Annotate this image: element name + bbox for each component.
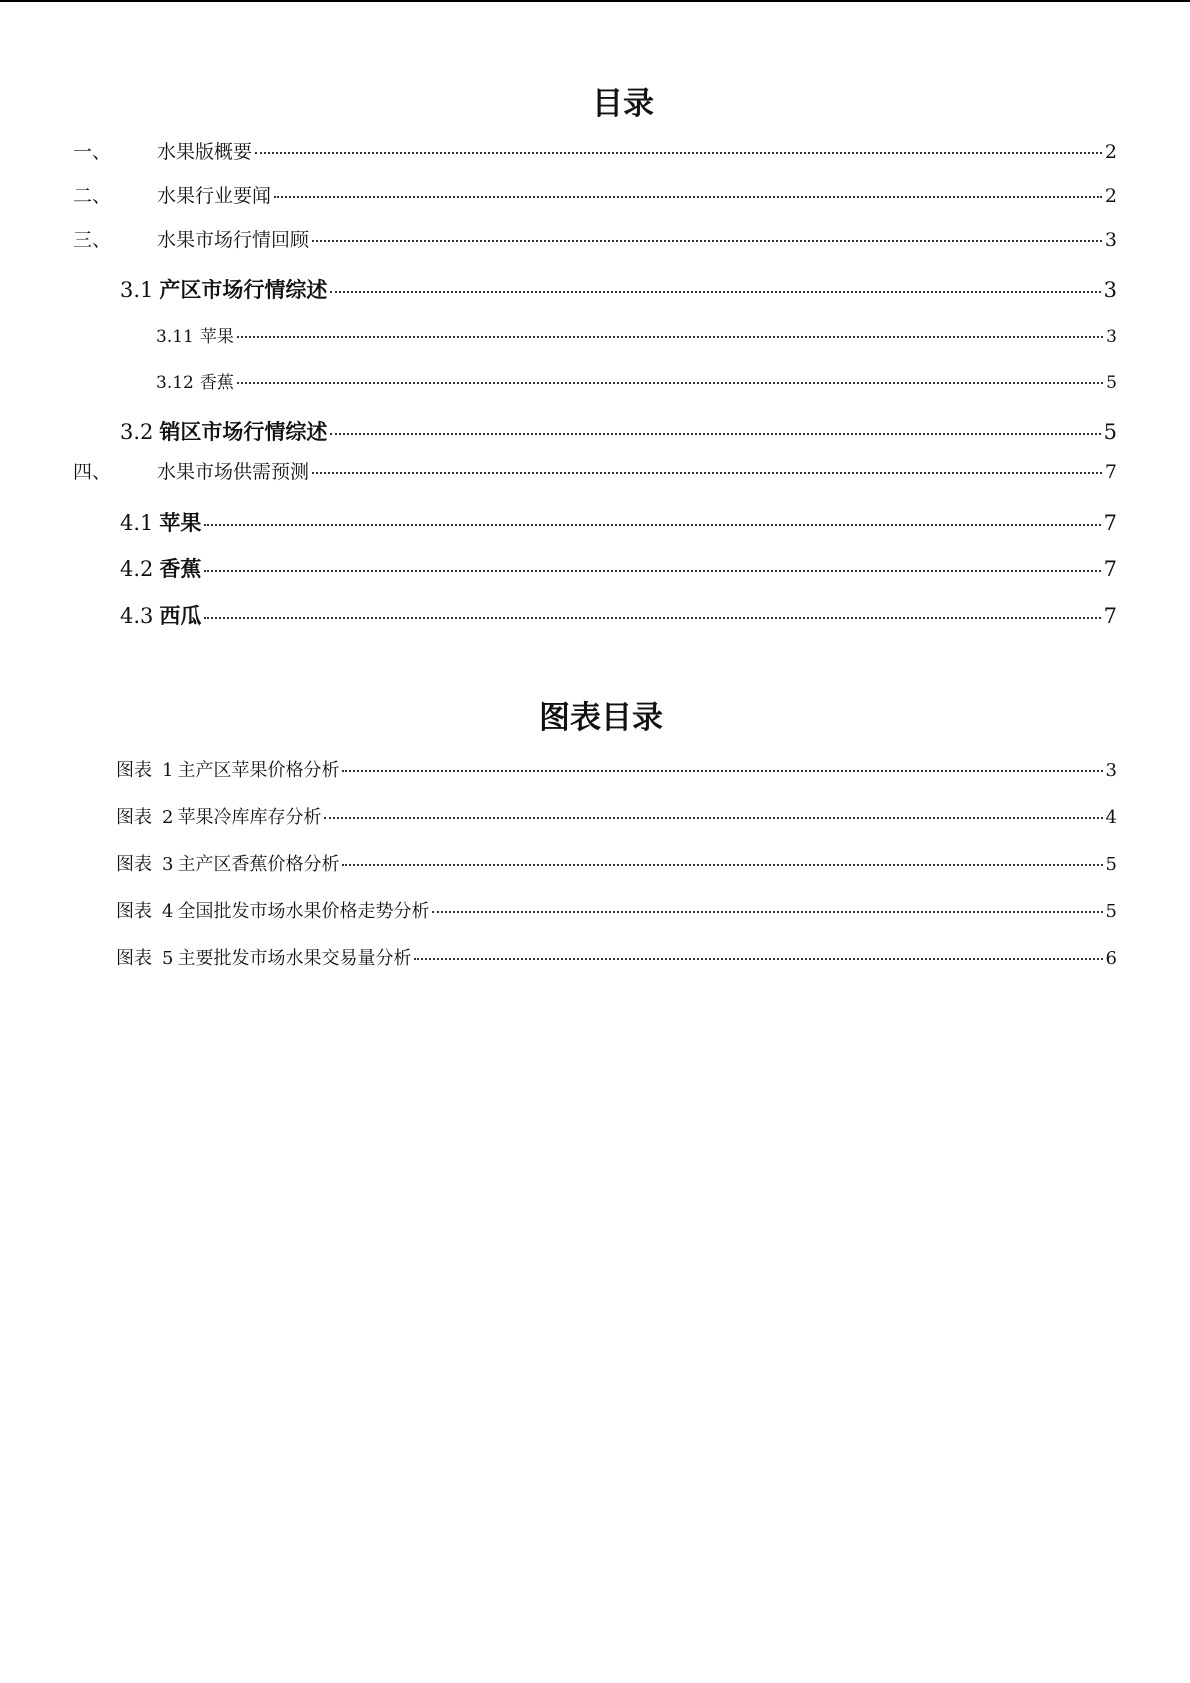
toc-entry[interactable] (120, 509, 1117, 537)
dot-leader (274, 196, 1102, 198)
toc-entry-label: 香蕉 (199, 373, 234, 393)
toc-entry-label: 水果版概要 (157, 141, 253, 163)
figure-entry-prefix: 图表 (116, 901, 152, 922)
figure-entry-label: 苹果冷库库存分析 (177, 807, 322, 828)
figure-entry-prefix: 图表 (116, 807, 152, 828)
toc-entry-label: 苹果 (199, 327, 234, 347)
toc-entry[interactable] (73, 459, 1117, 485)
toc-entry-number: 二、 (73, 185, 112, 207)
toc-entry-label: 苹果 (159, 511, 202, 535)
toc-entry-number: 3.12 (156, 373, 194, 393)
toc-entry-label: 销区市场行情综述 (159, 420, 328, 444)
toc-entry-number: 一、 (73, 141, 112, 163)
dot-leader (330, 433, 1100, 435)
figure-entry-page: 5 (1105, 854, 1117, 875)
toc-entry-page: 7 (1103, 511, 1117, 535)
toc-entry-number: 三、 (73, 229, 112, 251)
toc-entry[interactable] (73, 139, 1117, 165)
toc-entry[interactable] (120, 555, 1117, 583)
figure-entry-number: 4 (162, 901, 174, 922)
figure-entry[interactable] (116, 805, 1117, 830)
figure-entry[interactable] (116, 899, 1117, 924)
figure-entry-label: 主产区香蕉价格分析 (177, 854, 340, 875)
figure-entry-prefix: 图表 (116, 854, 152, 875)
toc-entry-page: 3 (1103, 278, 1117, 302)
toc-entry-page: 7 (1103, 604, 1117, 628)
toc-entry-page: 2 (1104, 185, 1117, 207)
toc-entry-page: 3 (1104, 229, 1117, 251)
toc-entry-label: 香蕉 (159, 557, 202, 581)
figure-entry-label: 主产区苹果价格分析 (177, 760, 340, 781)
figure-entry-number: 2 (162, 807, 174, 828)
figure-entry-number: 5 (162, 948, 174, 969)
toc-entry-number: 四、 (73, 461, 112, 483)
dot-leader (255, 152, 1102, 154)
figure-entry-number: 1 (162, 760, 174, 781)
toc-entry-page: 2 (1104, 141, 1117, 163)
toc-entry-number: 4.1 (120, 511, 154, 535)
toc-entry-page: 7 (1103, 557, 1117, 581)
figure-entry-label: 全国批发市场水果价格走势分析 (177, 901, 430, 922)
dot-leader (432, 911, 1102, 913)
figure-entry-prefix: 图表 (116, 948, 152, 969)
figure-entry-page: 5 (1105, 901, 1117, 922)
figure-entry-prefix: 图表 (116, 760, 152, 781)
toc-entry[interactable] (120, 602, 1117, 630)
toc-entry[interactable] (73, 183, 1117, 209)
dot-leader (342, 770, 1102, 772)
figure-entry[interactable] (116, 758, 1117, 783)
figure-entry-number: 3 (162, 854, 174, 875)
dot-leader (204, 617, 1100, 619)
figure-list-heading: 图表目录 (539, 700, 663, 736)
toc-entry-page: 5 (1103, 420, 1117, 444)
dot-leader (237, 382, 1103, 384)
figure-entry[interactable] (116, 852, 1117, 877)
toc-entry-page: 3 (1106, 327, 1117, 347)
dot-leader (324, 817, 1102, 819)
toc-entry-label: 水果市场行情回顾 (157, 229, 310, 251)
toc-entry[interactable] (120, 276, 1117, 304)
figure-entry-page: 6 (1105, 948, 1117, 969)
toc-entry[interactable] (73, 227, 1117, 253)
toc-entry-page: 5 (1106, 373, 1117, 393)
toc-entry-label: 水果行业要闻 (157, 185, 272, 207)
toc-entry-label: 西瓜 (159, 604, 202, 628)
toc-entry-page: 7 (1104, 461, 1117, 483)
toc-entry-number: 3.2 (120, 420, 154, 444)
dot-leader (312, 472, 1102, 474)
dot-leader (312, 240, 1102, 242)
dot-leader (342, 864, 1102, 866)
toc-entry[interactable] (156, 325, 1117, 349)
dot-leader (330, 291, 1100, 293)
toc-entry[interactable] (156, 371, 1117, 395)
dot-leader (204, 524, 1100, 526)
figure-entry-page: 3 (1105, 760, 1117, 781)
toc-entry-label: 产区市场行情综述 (159, 278, 328, 302)
figure-entry-label: 主要批发市场水果交易量分析 (177, 948, 412, 969)
toc-heading: 目录 (592, 86, 654, 122)
toc-entry-number: 3.11 (156, 327, 194, 347)
toc-entry[interactable] (120, 418, 1117, 446)
toc-entry-number: 4.3 (120, 604, 154, 628)
toc-entry-label: 水果市场供需预测 (157, 461, 310, 483)
toc-entry-number: 4.2 (120, 557, 154, 581)
toc-entry-number: 3.1 (120, 278, 154, 302)
figure-entry-page: 4 (1105, 807, 1117, 828)
dot-leader (204, 570, 1100, 572)
dot-leader (414, 958, 1102, 960)
figure-entry[interactable] (116, 946, 1117, 971)
dot-leader (237, 336, 1103, 338)
